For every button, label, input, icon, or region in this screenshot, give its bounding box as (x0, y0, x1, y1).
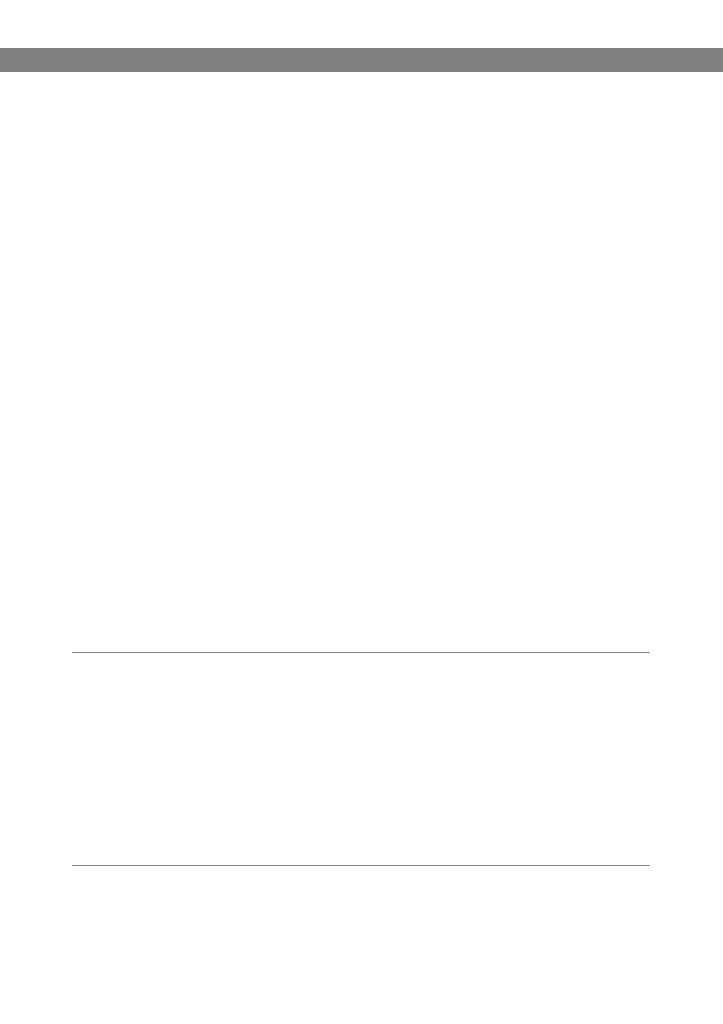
chapter-20-heading[interactable] (72, 865, 650, 886)
toc-entry[interactable] (0, 941, 650, 960)
chapter-19-heading[interactable] (72, 652, 650, 673)
header-bar (0, 48, 723, 72)
